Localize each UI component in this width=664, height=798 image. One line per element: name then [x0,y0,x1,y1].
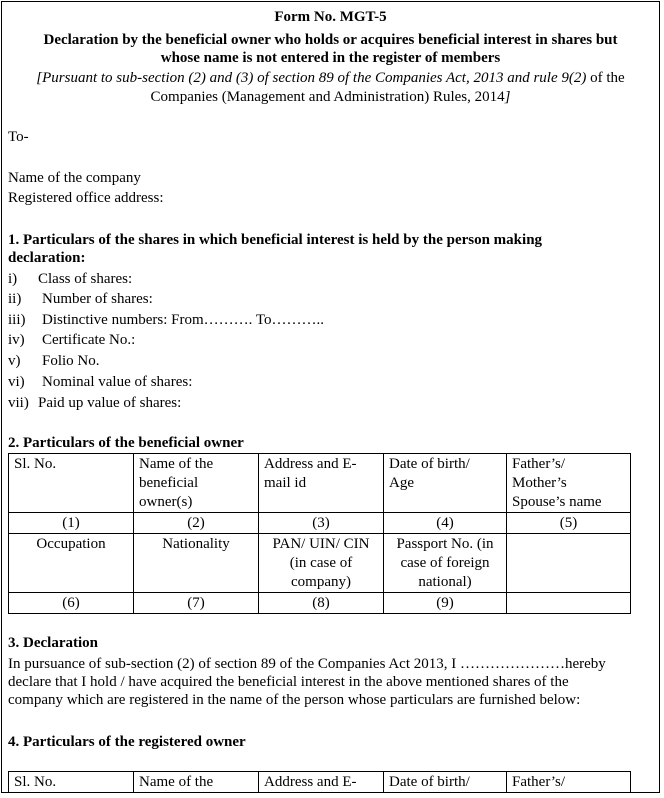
col-pan: PAN/ UIN/ CIN (in case of company) [259,534,384,593]
section2-heading: 2. Particulars of the beneficial owner [8,435,244,451]
declaration-line3: company which are registered in the name of the person whose particulars are furnished below: [8,692,581,708]
col-empty [507,534,631,593]
table-row [9,454,631,513]
pursuant-line2-text: Companies (Management and Administration) Rules, 2014 [150,89,505,105]
section1-heading-line2: declaration: [8,250,86,266]
company-name-label: Name of the company [8,170,141,186]
section3-heading: 3. Declaration [8,635,98,651]
col-number: (4) [384,513,507,534]
col-address: Address and E- mail id [259,454,384,513]
col-address: Address and E- [259,772,384,794]
section1-heading-line1: 1. Particulars of the shares in which beneficial interest is held by the person making [8,232,543,248]
registered-office-label: Registered office address: [8,190,164,206]
col-number: (9) [384,593,507,614]
pursuant-line2-end: ] [504,89,511,105]
table-row [9,772,631,794]
col-name-beneficial: Name of the beneficial owner(s) [134,454,259,513]
col-occupation: Occupation [9,534,134,593]
col-nationality: Nationality [134,534,259,593]
share-item-folio: v) Folio No. [8,353,100,369]
col-number: (3) [259,513,384,534]
section4-heading: 4. Particulars of the registered owner [8,734,246,750]
pursuant-line1-italic: [Pursuant to sub-section (2) and (3) of section 89 of the Companies Act, 2013 and rule 9(2) [36,70,587,86]
col-dob: Date of birth/ [384,772,507,794]
to-label: To- [8,129,29,145]
col-sl-no: Sl. No. [9,454,134,513]
form-number: Form No. MGT-5 [274,9,387,25]
form-page [1,1,660,793]
col-empty [507,593,631,614]
col-parent: Father’s/ [507,772,631,794]
col-number: (7) [134,593,259,614]
beneficial-owner-table [8,453,631,614]
registered-owner-table [8,771,631,793]
pursuant-line1-rest: of the [586,70,625,86]
col-number: (1) [9,513,134,534]
col-name-registered: Name of the [134,772,259,794]
table-row [9,513,631,534]
col-number: (5) [507,513,631,534]
declaration-line1: In pursuance of sub-section (2) of section 89 of the Companies Act 2013, I …………………hereby [8,656,606,672]
pursuant-line2 [2,88,659,107]
col-passport: Passport No. (in case of foreign national) [384,534,507,593]
form-title-line2: whose name is not entered in the register of members [160,50,501,66]
table-row [9,534,631,593]
col-sl-no: Sl. No. [9,772,134,794]
col-parent: Father’s/ Mother’s Spouse’s name [507,454,631,513]
share-item-certificate: iv) Certificate No.: [8,332,136,348]
col-number: (2) [134,513,259,534]
share-item-class: i) Class of shares: [8,271,133,287]
col-number: (8) [259,593,384,614]
share-item-distinctive: iii) Distinctive numbers: From………. To……….. [8,312,324,328]
pursuant-line1 [2,69,659,88]
share-item-number: ii) Number of shares: [8,291,153,307]
col-number: (6) [9,593,134,614]
share-item-paidup: vii) Paid up value of shares: [8,395,182,411]
form-title-line1: Declaration by the beneficial owner who holds or acquires beneficial interest in shares but [43,32,618,48]
table-row [9,593,631,614]
col-dob: Date of birth/ Age [384,454,507,513]
declaration-line2: declare that I hold / have acquired the beneficial interest in the above mentioned shares of the [8,674,569,690]
share-item-nominal: vi) Nominal value of shares: [8,374,193,390]
